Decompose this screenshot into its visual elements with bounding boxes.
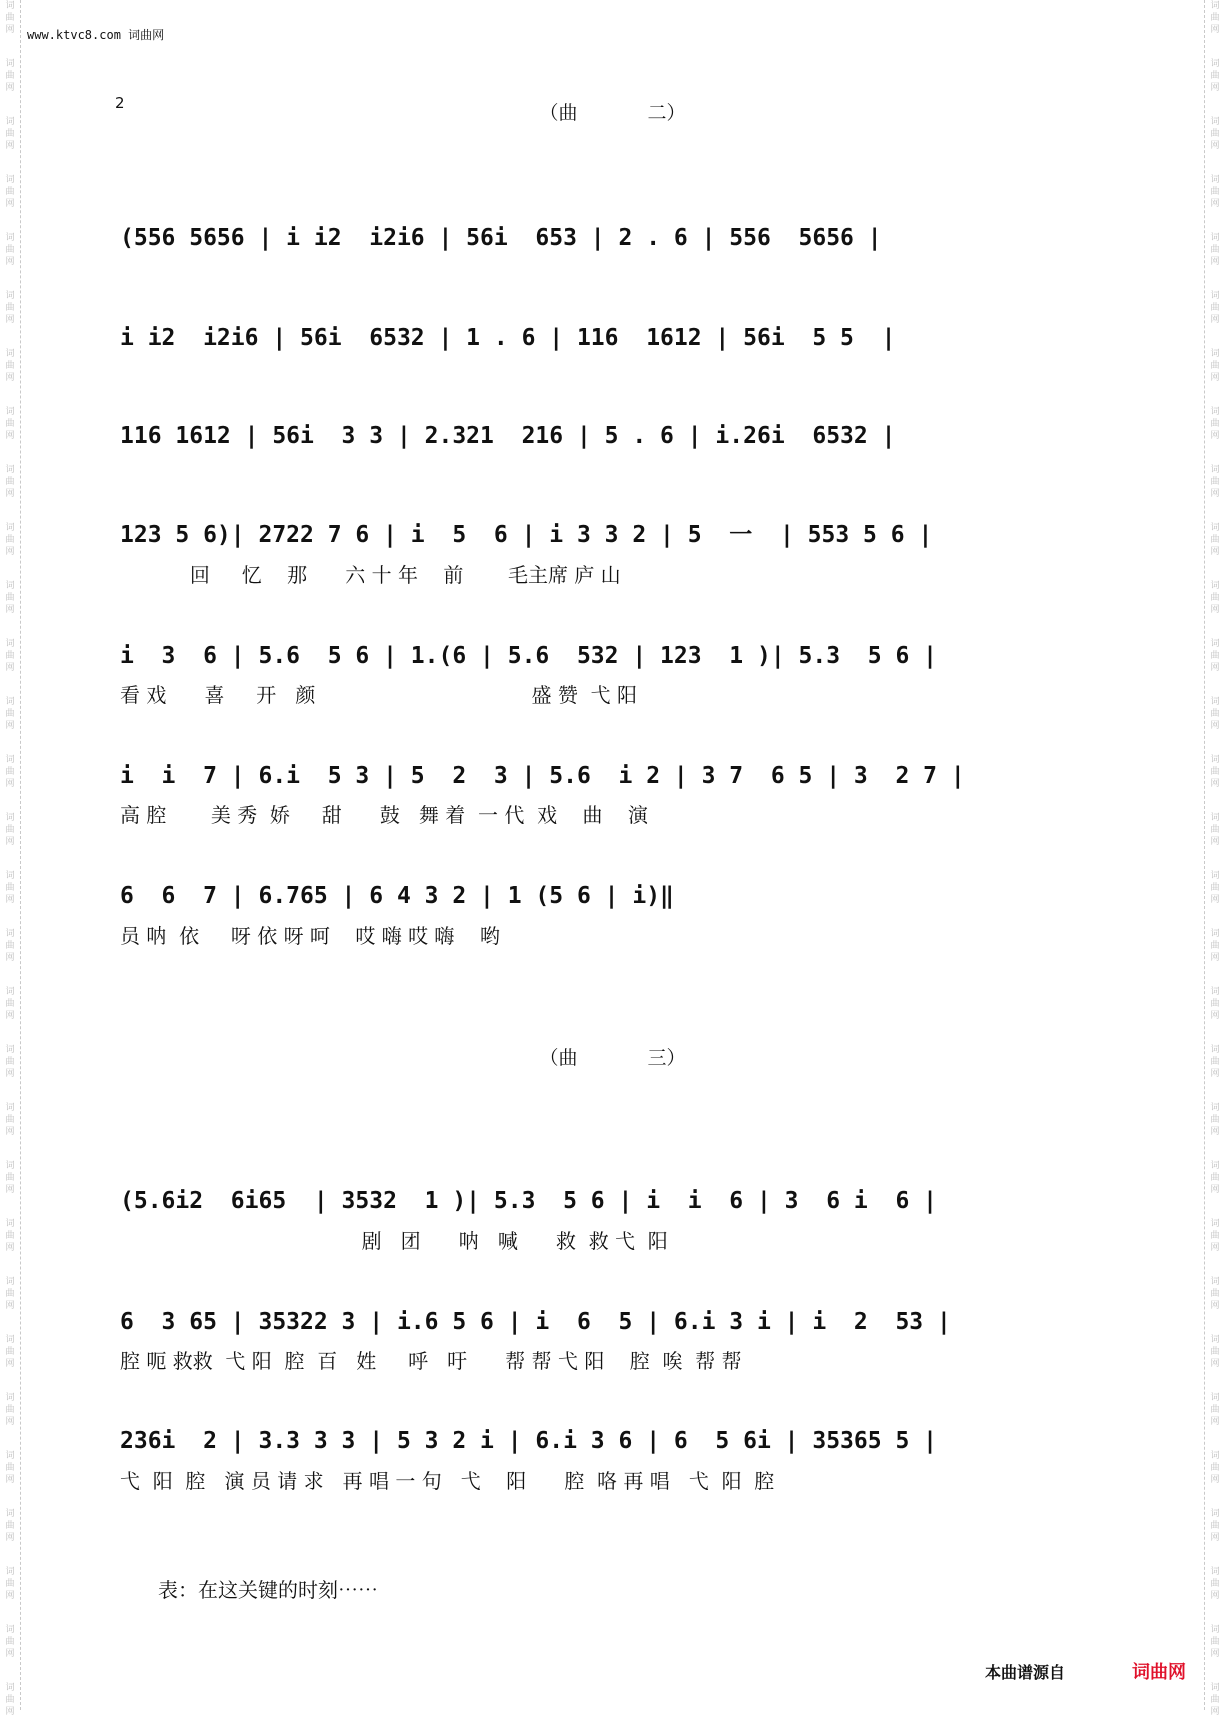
margin-watermark-glyphs: 词 曲 网 [1210, 639, 1220, 673]
margin-watermark-glyphs: 词 曲 网 [5, 1277, 15, 1311]
site-logo[interactable]: 词曲网 [1132, 1662, 1186, 1683]
source-label: 本曲谱源自 [985, 1663, 1066, 1682]
margin-watermark-glyphs: 词 曲 网 [1210, 1625, 1220, 1659]
lyric-line: 腔 呃 救救 弋 阳 腔 百 姓 呼 吁 帮 帮 弋 阳 腔 唉 帮 帮 [120, 1349, 742, 1373]
margin-watermark-glyphs: 词 曲 网 [5, 929, 15, 963]
margin-watermark-glyphs: 词 曲 网 [5, 523, 15, 557]
margin-watermark-glyphs: 词 曲 网 [5, 175, 15, 209]
margin-watermark-glyphs: 词 曲 网 [5, 291, 15, 325]
margin-watermark-glyphs: 词 曲 网 [5, 1393, 15, 1427]
left-margin-watermark-strip [0, 0, 21, 1717]
margin-watermark-glyphs: 词 曲 网 [1210, 1161, 1220, 1195]
score-line: 116 1612 | 56i 3 3 | 2.321 216 | 5 . 6 | i.26i 6532 | [120, 423, 896, 449]
score-line: 6 6 7 | 6.765 | 6 4 3 2 | 1 (5 6 | i)‖ [120, 883, 674, 909]
margin-watermark-glyphs: 词 曲 网 [1210, 1, 1220, 35]
margin-watermark-glyphs: 词 曲 网 [1210, 755, 1220, 789]
site-url: www.ktvc8.com 词曲网 [27, 28, 165, 42]
score-line: 123 5 6)| 2722 7 6 | i 5 6 | i 3 3 2 | 5 一 | 553 5 6 | [120, 522, 933, 548]
margin-watermark-glyphs: 词 曲 网 [5, 755, 15, 789]
margin-watermark-glyphs: 词 曲 网 [1210, 871, 1220, 905]
margin-watermark-glyphs: 词 曲 网 [5, 697, 15, 731]
margin-watermark-glyphs: 词 曲 网 [5, 639, 15, 673]
score-line: (556 5656 | i i2 i2i6 | 56i 653 | 2 . 6 | 556 5656 | [120, 225, 882, 251]
lyric-line: 弋 阳 腔 演 员 请 求 再 唱 一 句 弋 阳 腔 咯 再 唱 弋 阳 腔 [120, 1469, 775, 1493]
margin-watermark-glyphs: 词 曲 网 [5, 1161, 15, 1195]
margin-watermark-glyphs: 词 曲 网 [1210, 59, 1220, 93]
margin-watermark-glyphs: 词 曲 网 [1210, 117, 1220, 151]
margin-watermark-glyphs: 词 曲 网 [1210, 1509, 1220, 1543]
margin-watermark-glyphs: 词 曲 网 [5, 1, 15, 35]
margin-watermark-glyphs: 词 曲 网 [5, 117, 15, 151]
margin-watermark-glyphs: 词 曲 网 [1210, 813, 1220, 847]
score-line: i i 7 | 6.i 5 3 | 5 2 3 | 5.6 i 2 | 3 7 6 5 | 3 2 7 | [120, 763, 965, 789]
margin-watermark-glyphs: 词 曲 网 [1210, 523, 1220, 557]
score-line: (5.6i2 6i65 | 3532 1 )| 5.3 5 6 | i i 6 | 3 6 i 6 | [120, 1188, 937, 1214]
margin-watermark-glyphs: 词 曲 网 [1210, 1683, 1220, 1717]
lyric-line: 高 腔 美 秀 娇 甜 鼓 舞 着 一 代 戏 曲 演 [120, 803, 648, 827]
lyric-line: 员 呐 依 呀 依 呀 呵 哎 嗨 哎 嗨 哟 [120, 924, 500, 948]
section-heading-left: （曲 [539, 1047, 578, 1069]
margin-watermark-glyphs: 词 曲 网 [5, 1103, 15, 1137]
margin-watermark-glyphs: 词 曲 网 [1210, 349, 1220, 383]
margin-watermark-glyphs: 词 曲 网 [5, 1567, 15, 1601]
margin-watermark-glyphs: 词 曲 网 [1210, 1103, 1220, 1137]
margin-watermark-glyphs: 词 曲 网 [1210, 1219, 1220, 1253]
margin-watermark-glyphs: 词 曲 网 [1210, 1277, 1220, 1311]
right-margin-watermark-strip [1204, 0, 1225, 1717]
section-heading-right: 三） [647, 1047, 686, 1069]
spoken-remark: 表：在这关键的时刻⋯⋯ [158, 1578, 378, 1602]
margin-watermark-glyphs: 词 曲 网 [5, 1335, 15, 1369]
margin-watermark-glyphs: 词 曲 网 [1210, 697, 1220, 731]
section-heading-2 [0, 98, 1225, 125]
margin-watermark-glyphs: 词 曲 网 [5, 871, 15, 905]
margin-watermark-glyphs: 词 曲 网 [1210, 465, 1220, 499]
margin-watermark-glyphs: 词 曲 网 [5, 233, 15, 267]
margin-watermark-glyphs: 词 曲 网 [5, 1683, 15, 1717]
margin-watermark-glyphs: 词 曲 网 [5, 1045, 15, 1079]
score-line: 6 3 65 | 35322 3 | i.6 5 6 | i 6 5 | 6.i 3 i | i 2 53 | [120, 1309, 951, 1335]
margin-watermark-glyphs: 词 曲 网 [1210, 233, 1220, 267]
margin-watermark-glyphs: 词 曲 网 [5, 581, 15, 615]
margin-watermark-glyphs: 词 曲 网 [5, 465, 15, 499]
margin-watermark-glyphs: 词 曲 网 [1210, 1045, 1220, 1079]
margin-watermark-glyphs: 词 曲 网 [1210, 407, 1220, 441]
page-number: 2 [115, 94, 125, 112]
margin-watermark-glyphs: 词 曲 网 [1210, 1335, 1220, 1369]
section-heading-right: 二） [647, 102, 686, 124]
margin-watermark-glyphs: 词 曲 网 [5, 1625, 15, 1659]
margin-watermark-glyphs: 词 曲 网 [5, 1219, 15, 1253]
margin-watermark-glyphs: 词 曲 网 [5, 407, 15, 441]
margin-watermark-glyphs: 词 曲 网 [5, 59, 15, 93]
margin-watermark-glyphs: 词 曲 网 [1210, 1567, 1220, 1601]
score-line: i i2 i2i6 | 56i 6532 | 1 . 6 | 116 1612 | 56i 5 5 | [120, 325, 896, 351]
margin-watermark-glyphs: 词 曲 网 [1210, 929, 1220, 963]
margin-watermark-glyphs: 词 曲 网 [5, 349, 15, 383]
margin-watermark-glyphs: 词 曲 网 [1210, 581, 1220, 615]
margin-watermark-glyphs: 词 曲 网 [1210, 987, 1220, 1021]
lyric-line: 看 戏 喜 开 颜 盛 赞 弋 阳 [120, 683, 637, 707]
score-line: i 3 6 | 5.6 5 6 | 1.(6 | 5.6 532 | 123 1 )| 5.3 5 6 | [120, 643, 937, 669]
margin-watermark-glyphs: 词 曲 网 [5, 1509, 15, 1543]
section-heading-3 [0, 1043, 1225, 1070]
lyric-line: 剧 团 呐 喊 救 救 弋 阳 [120, 1229, 668, 1253]
margin-watermark-glyphs: 词 曲 网 [1210, 1393, 1220, 1427]
score-line: 236i 2 | 3.3 3 3 | 5 3 2 i | 6.i 3 6 | 6 5 6i | 35365 5 | [120, 1428, 937, 1454]
margin-watermark-glyphs: 词 曲 网 [1210, 175, 1220, 209]
margin-watermark-glyphs: 词 曲 网 [5, 813, 15, 847]
lyric-line: 回 忆 那 六 十 年 前 毛主席 庐 山 [120, 563, 621, 587]
margin-watermark-glyphs: 词 曲 网 [5, 1451, 15, 1485]
margin-watermark-glyphs: 词 曲 网 [1210, 1451, 1220, 1485]
margin-watermark-glyphs: 词 曲 网 [5, 987, 15, 1021]
section-heading-left: （曲 [539, 102, 578, 124]
margin-watermark-glyphs: 词 曲 网 [1210, 291, 1220, 325]
